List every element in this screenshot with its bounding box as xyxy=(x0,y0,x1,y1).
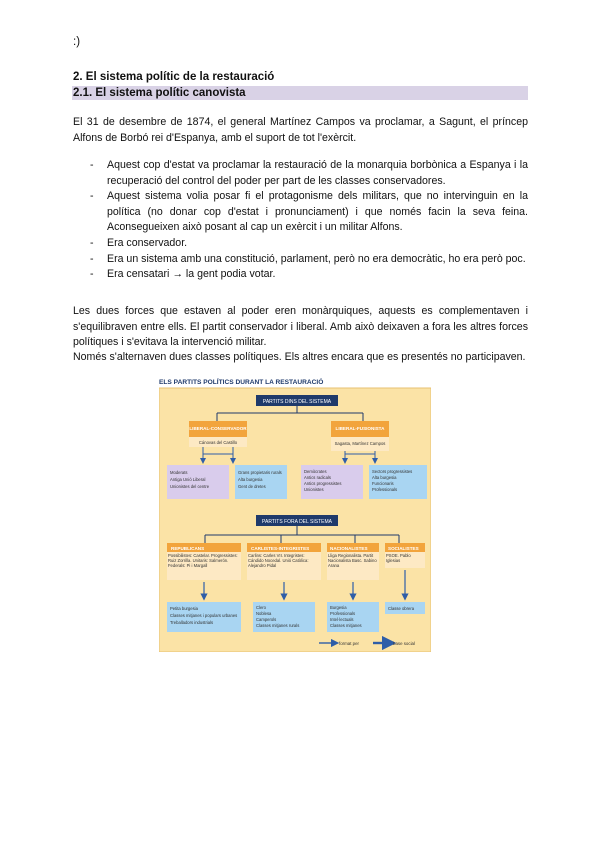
list-item: Noblesa xyxy=(256,611,272,616)
list-item: - Era censatari → la gent podia votar. xyxy=(90,267,528,283)
conservador-leader: Cánovas del Castillo xyxy=(198,440,238,445)
outside-header: PARTITS FORA DEL SISTEMA xyxy=(262,519,332,525)
list-item: Classes mitjanes i populars urbanes xyxy=(170,613,238,618)
list-item: Classes mitjanes rurals xyxy=(256,623,300,628)
list-item: Antics progressistes xyxy=(304,481,342,486)
list-item: Petita burgesia xyxy=(170,606,198,611)
party-carlists-name: CARLISTES-INTEGRISTES xyxy=(251,546,310,551)
list-item: Funcionaris xyxy=(372,481,394,486)
intro-paragraph: El 31 de desembre de 1874, el general Martínez Campos va proclamar, a Sagunt, el príncep Alfons de Borbó rei d'Espanya, amb el suport de tot l'exèrcit. xyxy=(73,116,528,144)
party-carlists-body: Carlins: Carles VII. Integristes: Cándido Nocedal. Unió Catòlica: Alejandro Pidal xyxy=(248,553,309,569)
party-republicans-body: Possibilistes: Castelar. Progressistes: Ruiz Zorrilla. Unitaris: Salmerón. Federals: Pi i Margall xyxy=(168,553,238,569)
list-item: Burgesia xyxy=(330,605,347,610)
party-socialists-body: PSOE. Pablo Iglesias xyxy=(386,553,411,564)
list-item: Camperols xyxy=(256,617,277,622)
conservador-name: LIBERAL-CONSERVADOR xyxy=(189,426,247,431)
party-nationalists-name: NACIONALISTES xyxy=(330,546,368,551)
list-item: Unionistes del centre xyxy=(170,484,210,489)
section-heading: 2. El sistema polític de la restauració xyxy=(73,71,275,83)
list-item: Gent de dretes xyxy=(238,484,266,489)
top-note: :) xyxy=(73,36,81,48)
bullet-list xyxy=(90,158,528,283)
list-item: - Aquest cop d'estat va proclamar la restauració de la monarquia borbònica a Espanya i la recuperació del control del poder per part de les classes conservadores. xyxy=(90,158,528,189)
party-nationalists-body: Lliga Regionalista. Partit Nacionalista Basc. Sabino Arana xyxy=(328,553,377,569)
list-item: Professionals xyxy=(372,487,398,492)
list-item: - Era conservador. xyxy=(90,236,528,252)
list-item: Alta burgesia xyxy=(372,475,397,480)
list-item: Classes mitjanes xyxy=(330,623,362,628)
list-item: Alta burgesia xyxy=(238,477,263,482)
list-item: Grans propietaris rurals xyxy=(238,470,282,475)
party-republicans-name: REPUBLICANS xyxy=(171,546,205,551)
system-header: PARTITS DINS DEL SISTEMA xyxy=(262,399,332,405)
list-item: - Aquest sistema volia posar fi el protagonisme dels militars, que no intervinguin en la política (no donar cop d'estat i pronunciament) i que només facin la seva feina. Aconsegueixen això posant al cap un exèrcit i un militar Alfons. xyxy=(90,189,528,236)
list-item: Antics radicals xyxy=(304,475,331,480)
list-item: Treballadors industrials xyxy=(170,620,214,625)
legend-formed: format per xyxy=(339,641,360,646)
alternance-paragraph: Només s'alternaven dues classes polítiques. Els altres encara que es presentés no participaven. xyxy=(73,351,526,363)
list-item: - Era un sistema amb una constitució, parlament, però no era democràtic, ho era però poc. xyxy=(90,252,528,268)
list-item: Sectors progressistes xyxy=(372,469,413,474)
list-item: Intel·lectuals xyxy=(330,617,354,622)
list-item: Demòcrates xyxy=(304,469,327,474)
subsection-heading: 2.1. El sistema polític canovista xyxy=(72,86,528,100)
list-item: Moderats xyxy=(170,470,188,475)
diagram-title: ELS PARTITS POLÍTICS DURANT LA RESTAURACIÓ xyxy=(159,379,324,386)
list-item: Antiga Unió Liberal xyxy=(170,477,206,482)
parties-diagram xyxy=(159,375,431,652)
forces-paragraph: Les dues forces que estaven al poder eren monàrquiques, aquests es complementaven i s'equilibraven entre ells. El partit conservador i liberal. Amb això deixaven a fora les altres forces polítiques i s'evitava la intervenció militar. xyxy=(73,305,528,349)
legend-support: base social xyxy=(393,641,415,646)
list-item: Classe obrera xyxy=(388,606,415,611)
fusionista-name: LIBERAL-FUSIONISTA xyxy=(335,426,385,431)
party-socialists-name: SOCIALISTES xyxy=(388,546,419,551)
list-item: Professionals xyxy=(330,611,356,616)
list-item: Unionistes xyxy=(304,487,324,492)
fusionista-leader: Sagasta, Martínez Campos xyxy=(334,441,386,446)
list-item: Clero xyxy=(256,605,267,610)
